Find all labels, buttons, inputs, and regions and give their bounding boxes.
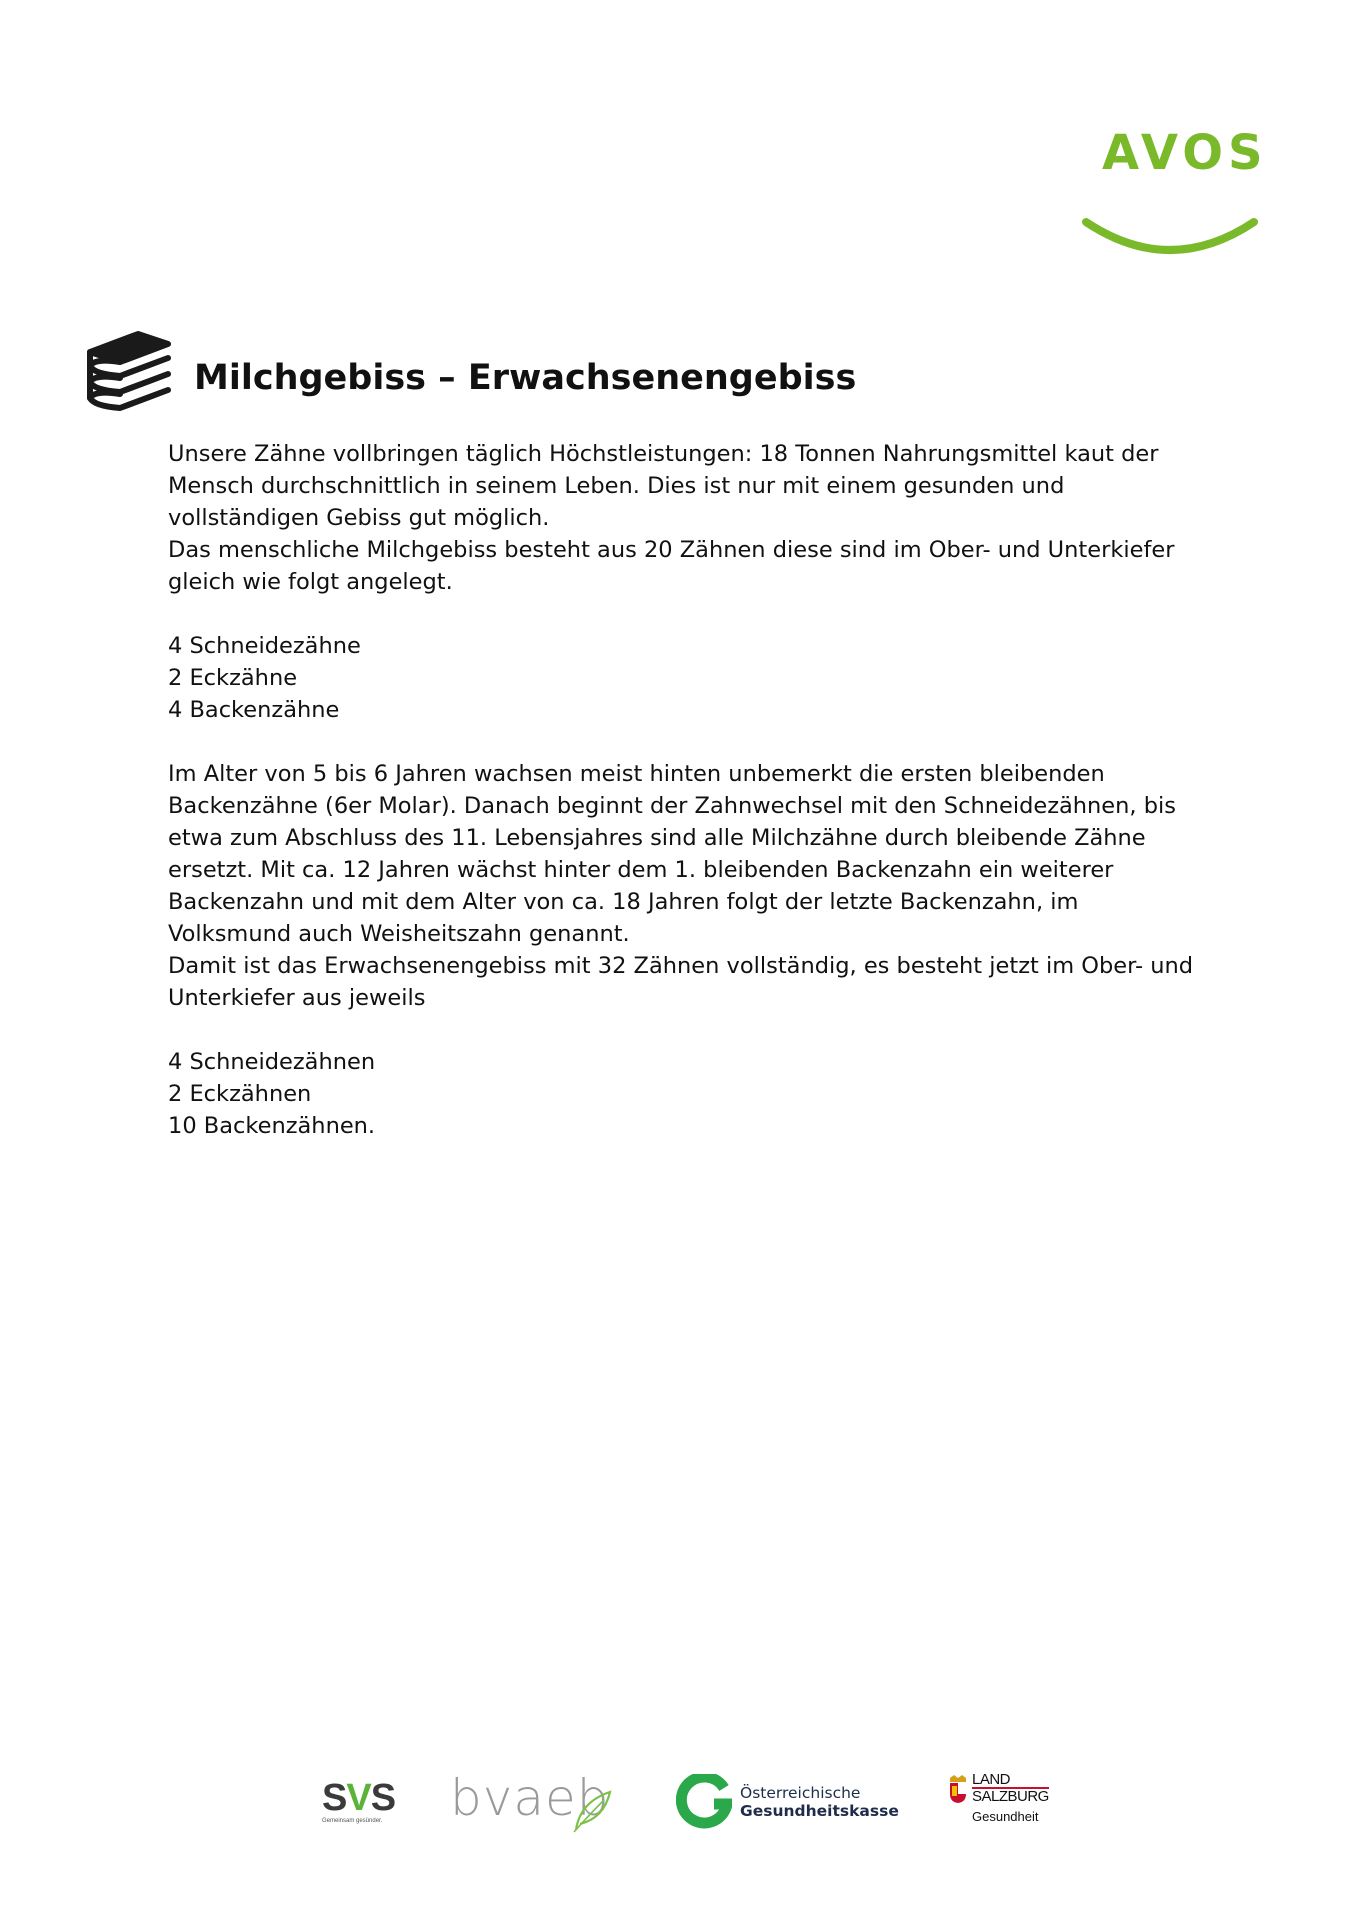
bvaeb-logo-text: bvaeb [450, 1769, 610, 1827]
text-line: ersetzt. Mit ca. 12 Jahren wächst hinter dem 1. bleibenden Backenzahn ein weiterer [168, 857, 1114, 883]
development-paragraph [168, 758, 1228, 1014]
coat-of-arms-icon [948, 1774, 968, 1804]
oegk-ring-icon [676, 1774, 732, 1830]
sponsor-logos [0, 1770, 1358, 1840]
text-line: Backenzahn und mit dem Alter von ca. 18 Jahren folgt der letzte Backenzahn, im [168, 889, 1079, 915]
intro-paragraph [168, 438, 1228, 598]
salzburg-line1: LAND [972, 1771, 1011, 1788]
milk-teeth-list [168, 630, 1228, 726]
list-item: 2 Eckzähne [168, 665, 298, 691]
list-item: 10 Backenzähnen. [168, 1113, 376, 1139]
svs-tagline: Gemeinsam gesünder. [322, 1818, 383, 1824]
adult-teeth-list [168, 1046, 1228, 1142]
text-line: Im Alter von 5 bis 6 Jahren wachsen meist hinten unbemerkt die ersten bleibenden [168, 761, 1105, 787]
list-item: 2 Eckzähnen [168, 1081, 312, 1107]
text-line: Volksmund auch Weisheitszahn genannt. [168, 921, 630, 947]
text-line: Backenzähne (6er Molar). Danach beginnt der Zahnwechsel mit den Schneidezähnen, bis [168, 793, 1176, 819]
text-line: vollständigen Gebiss gut möglich. [168, 505, 550, 531]
oegk-logo [676, 1774, 906, 1834]
leaf-icon [570, 1788, 614, 1834]
avos-logo [1080, 125, 1268, 266]
text-line: Damit ist das Erwachsenengebiss mit 32 Zähnen vollständig, es besteht jetzt im Ober- und [168, 953, 1194, 979]
text-line: etwa zum Abschluss des 11. Lebensjahres sind alle Milchzähne durch bleibende Zähne [168, 825, 1146, 851]
oegk-line2: Gesundheitskasse [740, 1802, 899, 1820]
list-item: 4 Schneidezähne [168, 633, 361, 659]
text-line: Unsere Zähne vollbringen täglich Höchstleistungen: 18 Tonnen Nahrungsmittel kaut der [168, 441, 1159, 467]
salzburg-line3: Gesundheit [972, 1809, 1039, 1824]
text-line: gleich wie folgt angelegt. [168, 569, 453, 595]
text-line: Mensch durchschnittlich in seinem Leben. Dies ist nur mit einem gesunden und [168, 473, 1065, 499]
oegk-line1: Österreichische [740, 1784, 861, 1802]
salzburg-line2: SALZBURG [972, 1788, 1049, 1805]
document-body [168, 438, 1228, 1142]
list-item: 4 Schneidezähnen [168, 1049, 376, 1075]
books-icon [84, 328, 174, 412]
avos-logo-text: AVOS [1102, 125, 1268, 181]
svs-logo [320, 1778, 400, 1828]
list-item: 4 Backenzähne [168, 697, 340, 723]
page-title: Milchgebiss – Erwachsenengebiss [194, 358, 857, 398]
smile-icon [1080, 216, 1260, 266]
text-line: Das menschliche Milchgebiss besteht aus 20 Zähnen diese sind im Ober- und Unterkiefer [168, 537, 1175, 563]
svs-logo-text: SVS [322, 1777, 396, 1819]
bvaeb-logo [450, 1770, 620, 1840]
text-line: Unterkiefer aus jeweils [168, 985, 426, 1011]
heading-row [84, 326, 1184, 416]
land-salzburg-logo [948, 1770, 1058, 1840]
